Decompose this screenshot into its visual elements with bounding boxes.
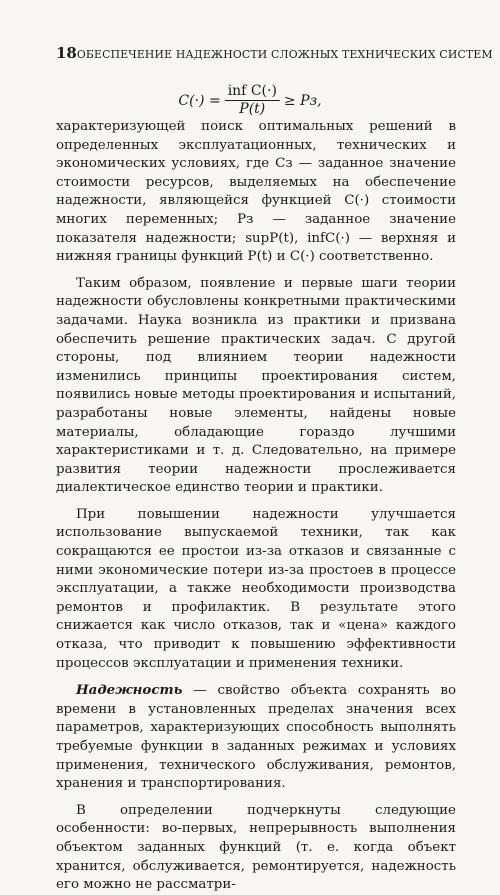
body-text xyxy=(56,118,456,895)
definition-text: — свойство объекта сохранять во времени в установленных пределах значения всех параметров, характеризующих способность выполнять требуемые функции в заданных режимах и условиях применения, технического обслуживания, ремонтов, хранения и транспортирования. xyxy=(56,683,456,792)
formula-rhs: ≥ Pз, xyxy=(283,92,322,109)
formula-numerator: inf C(·) xyxy=(225,84,280,101)
page-header xyxy=(56,44,493,62)
paragraph-origins: Таким образом, появление и первые шаги теории надежности обусловлены конкретными практическими задачами. Наука возникла из практики и призвана обеспечить решение практических задач. С другой стороны, под влиянием теории надежности изменились принципы проектирования систем, появились новые методы проектирования и испытаний, разработаны новые элементы, найдены новые материалы, обладающие гораздо лучшими характеристиками и т. д. Следовательно, на примере развития теории надежности прослеживается диалектическое единство теории и практики. xyxy=(56,275,456,496)
paragraph-definition xyxy=(56,681,456,794)
paragraph-features: В определении подчеркнуты следующие особенности: во-первых, непрерывность выполнения объектом заданных функций (т. е. когда объект хранится, обслуживается, ремонтируется, надежность его можно не рассматри- xyxy=(56,802,456,893)
defined-term: Надежность xyxy=(76,682,183,699)
paragraph-formula-explanation: характеризующей поиск оптимальных решений в определенных эксплуатационных, технических и экономических условиях, где Cз — заданное значение стоимости ресурсов, выделяемых на обеспечение надежности, являющейся функцией C(·) стоимости многих переменных; Pз — заданное значение показателя надежности; supP(t), infC(·) — верхняя и нижняя границы функций P(t) и C(·) соответственно. xyxy=(56,119,456,265)
formula-lhs: C(·) = xyxy=(178,92,221,109)
formula-fraction xyxy=(225,84,280,118)
page-number: 18 xyxy=(56,44,77,62)
cost-formula xyxy=(0,84,500,118)
running-title: ОБЕСПЕЧЕНИЕ НАДЕЖНОСТИ СЛОЖНЫХ ТЕХНИЧЕСКИХ СИСТЕМ xyxy=(76,48,493,61)
paragraph-benefits: При повышении надежности улучшается использование выпускаемой техники, так как сокращаются ее простои из-за отказов и связанные с ними экономические потери из-за простоев в процессе эксплуатации, а также необходимости производства ремонтов и профилактик. В результате этого снижается как число отказов, так и «цена» каждого отказа, что приводит к повышению эффективности процессов эксплуатации и применения техники. xyxy=(56,506,456,671)
formula-denominator: P(t) xyxy=(239,101,266,118)
